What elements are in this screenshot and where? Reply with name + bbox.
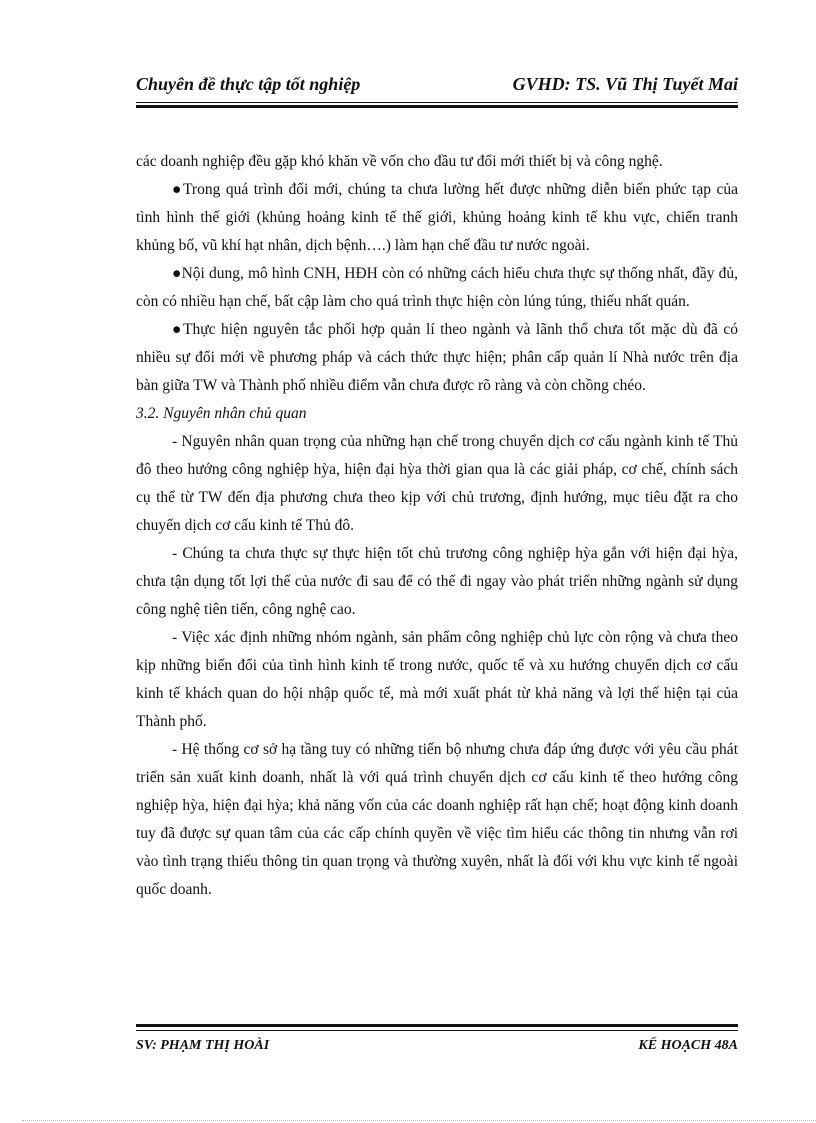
bullet-text-1: Trong quá trình đổi mới, chúng ta chưa lường hết được những diễn biến phức tạp của tình hình thế giới (khủng hoảng kinh tế thế giới, khủng hoảng kinh tế khu vực, chiến tranh khủng bố, vũ khí hạt nhân, dịch bệnh….) làm hạn chế đầu tư nước ngoài. [136,181,738,254]
bullet-icon: ● [172,181,183,198]
section-heading: 3.2. Nguyên nhân chủ quan [136,405,307,422]
footer-class: KẾ HOẠCH 48A [638,1038,738,1053]
header-rule [136,102,738,108]
page-header [136,72,738,98]
footer-student: SV: PHẠM THỊ HOÀI [136,1038,270,1053]
page-footer [136,1036,738,1056]
bullet-paragraph-1 [136,176,738,260]
header-supervisor: GVHD: TS. Vũ Thị Tuyết Mai [512,74,738,94]
page-content [136,148,738,904]
dash-paragraph-4: - Hệ thống cơ sở hạ tầng tuy có những tiến bộ nhưng chưa đáp ứng được với yêu cầu phát triển sản xuất kinh doanh, nhất là với quá trình chuyển dịch cơ cấu kinh tế theo hướng công nghiệp hỳa, hiện đại hỳa; khả năng vốn của các doanh nghiệp rất hạn chế; hoạt động kinh doanh tuy đã được sự quan tâm của các cấp chính quyền về việc tìm hiểu các thông tin nhưng vẫn rơi vào tình trạng thiếu thông tin quan trọng và thường xuyên, nhất là đối với khu vực kinh tế ngoài quốc doanh. [136,741,738,898]
dash-paragraph-1: - Nguyên nhân quan trọng của những hạn chế trong chuyển dịch cơ cấu ngành kinh tế Thủ đô theo hướng công nghiệp hỳa, hiện đại hỳa thời gian qua là các giải pháp, cơ chế, chính sách cụ thể từ TW đến địa phương chưa theo kịp với chủ trương, định hướng, mục tiêu đặt ra cho chuyển dịch cơ cấu kinh tế Thủ đô. [136,433,738,534]
bullet-icon: ● [172,321,184,338]
page-edge-divider [22,1120,816,1121]
bullet-text-3: Thực hiện nguyên tắc phối hợp quản lí theo ngành và lãnh thổ chưa tốt mặc dù đã có nhiều sự đổi mới về phương pháp và cách thức thực hiện; phân cấp quản lí Nhà nước trên địa bàn giữa TW và Thành phố nhiều điểm vẫn chưa được rõ ràng và còn chồng chéo. [136,321,738,394]
bullet-paragraph-3 [136,316,738,400]
dash-paragraph-2: - Chúng ta chưa thực sự thực hiện tốt chủ trương công nghiệp hỳa gắn với hiện đại hỳa, chưa tận dụng tốt lợi thế của nước đi sau để có thể đi ngay vào phát triển những ngành sử dụng công nghệ tiên tiến, công nghệ cao. [136,545,738,618]
dash-paragraph-3: - Việc xác định những nhóm ngành, sản phẩm công nghiệp chủ lực còn rộng và chưa theo kịp những biến đổi của tình hình kinh tế trong nước, quốc tế và xu hướng chuyển dịch cơ cấu kinh tế khách quan do hội nhập quốc tế, mà mới xuất phát từ khả năng và lợi thế hiện tại của Thành phố. [136,629,738,730]
header-document-title: Chuyên đề thực tập tốt nghiệp [136,74,361,94]
bullet-text-2: Nội dung, mô hình CNH, HĐH còn có những cách hiểu chưa thực sự thống nhất, đầy đủ, còn có nhiều hạn chế, bất cập làm cho quá trình thực hiện còn lúng túng, thiếu nhất quán. [136,265,738,310]
footer-rule [136,1024,738,1031]
bullet-icon: ● [172,265,182,282]
bullet-paragraph-2 [136,260,738,316]
paragraph-continued: các doanh nghiệp đều gặp khó khăn về vốn cho đầu tư đổi mới thiết bị và công nghệ. [136,153,663,170]
